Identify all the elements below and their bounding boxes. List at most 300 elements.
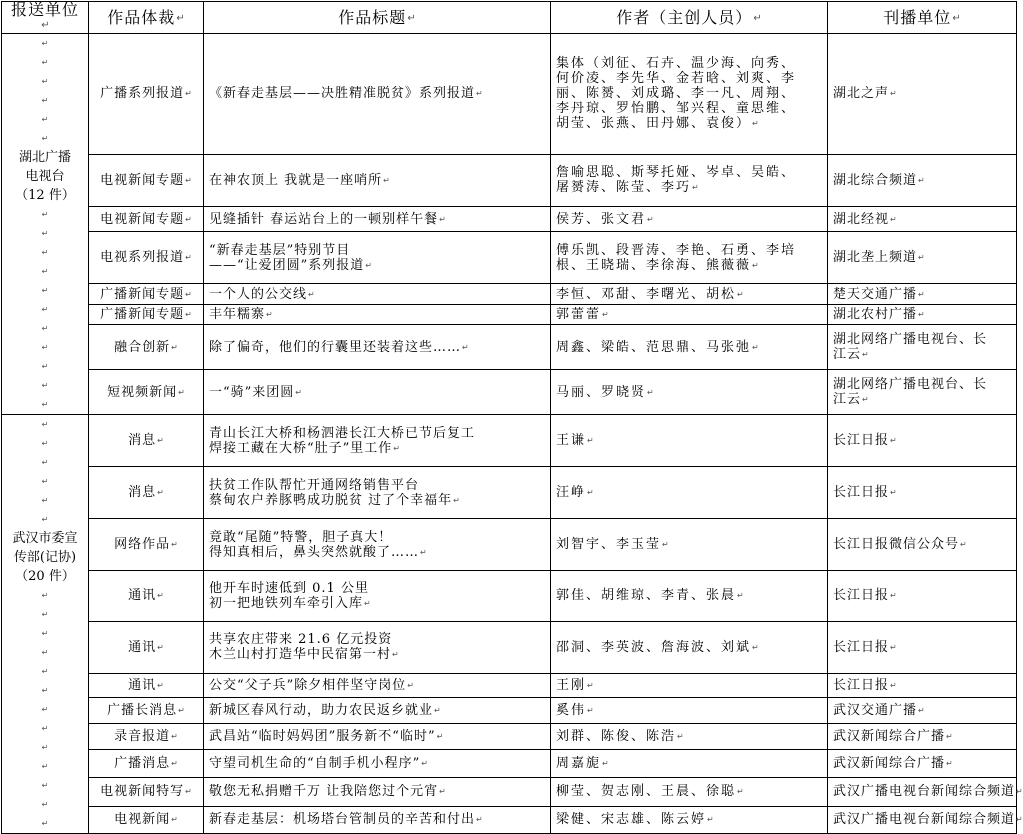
paragraph-mark: ↵	[752, 119, 759, 129]
paragraph-mark: ↵	[890, 89, 897, 99]
title-line: 木兰山村打造华中民宿第一村↵	[209, 647, 399, 663]
genre-text: 消息	[128, 433, 157, 449]
paragraph-mark: ↵	[185, 787, 192, 797]
outlet-cell	[828, 154, 1017, 206]
author-line: 詹喻思聪、斯琴托娅、岑卓、吴皓、	[556, 165, 797, 181]
paragraph-mark: ↵	[476, 89, 483, 99]
paragraph-mark: ↵	[171, 759, 178, 769]
authors-cell	[551, 724, 828, 750]
paragraph-mark: ↵	[587, 436, 594, 446]
title-line: 他开车时速低到 0.1 公里	[209, 580, 369, 596]
authors-cell	[551, 519, 828, 571]
authors-cell	[551, 34, 828, 155]
paragraph-mark: ↵	[295, 387, 302, 397]
table-row	[2, 698, 1017, 724]
title-cell	[204, 750, 551, 777]
title-line: 蔡甸农户养豚鸭成功脱贫 过了个幸福年↵	[209, 492, 460, 508]
paragraph-mark: ↵	[41, 667, 49, 676]
genre-cell	[89, 415, 204, 467]
author-line: 梁健、宋志雄、陈云婷↵	[556, 812, 714, 828]
paragraph-mark: ↵	[752, 642, 759, 652]
title-line: 一个人的公交线↵	[209, 286, 315, 302]
paragraph-mark: ↵	[439, 787, 446, 797]
outlet-cell	[828, 467, 1017, 519]
outlet-cell	[828, 232, 1017, 284]
paragraph-mark: ↵	[41, 39, 49, 48]
outlet-cell	[828, 698, 1017, 724]
table-row	[2, 34, 1017, 155]
table-row	[2, 467, 1017, 519]
paragraph-mark: ↵	[178, 387, 185, 397]
reporting-unit-name: 电视台	[25, 169, 65, 184]
outlet-cell	[828, 519, 1017, 571]
genre-text: 广播新闻专题	[100, 286, 185, 302]
authors-cell	[551, 232, 828, 284]
title-cell	[204, 370, 551, 415]
outlet-line: 湖北垄上频道↵	[833, 250, 925, 266]
title-cell	[204, 806, 551, 833]
paragraph-mark: ↵	[392, 650, 399, 660]
authors-cell	[551, 304, 828, 325]
paragraph-mark: ↵	[707, 815, 714, 825]
reporting-unit-name: 湖北广播	[18, 150, 71, 165]
title-line: 在神农顶上 我就是一座哨所↵	[209, 172, 390, 188]
paragraph-mark: ↵	[476, 815, 483, 825]
title-line: 得知真相后，鼻头突然就酸了……↵	[209, 544, 427, 560]
paragraph-mark: ↵	[587, 681, 594, 691]
paragraph-mark: ↵	[41, 724, 49, 733]
outlet-cell	[828, 750, 1017, 777]
paragraph-mark: ↵	[41, 591, 49, 600]
authors-cell	[551, 698, 828, 724]
paragraph-mark: ↵	[862, 350, 869, 360]
paragraph-mark: ↵	[171, 732, 178, 742]
title-line: 除了偏奇，他们的行囊里还装着这些……↵	[209, 339, 469, 355]
paragraph-mark: ↵	[41, 496, 49, 505]
authors-cell	[551, 750, 828, 777]
author-line: 根、王晓瑞、李徐海、熊薇薇↵	[556, 257, 759, 273]
paragraph-mark: ↵	[171, 815, 178, 825]
paragraph-mark: ↵	[890, 591, 897, 601]
title-line: 扶贫工作队帮忙开通网络销售平台	[209, 477, 420, 493]
paragraph-mark: ↵	[587, 706, 594, 716]
author-line: 集体（刘征、石卉、温少海、向秀、	[556, 56, 797, 72]
outlet-line: 长江日报↵	[833, 485, 897, 501]
author-line: 刘智宇、李玉莹↵	[556, 537, 669, 553]
title-line: 竟敢“尾随”特警，胆子真大！	[209, 529, 393, 545]
authors-cell	[551, 806, 828, 833]
paragraph-mark: ↵	[41, 305, 49, 314]
genre-text: 电视新闻	[114, 812, 171, 828]
genre-cell	[89, 206, 204, 231]
table-row	[2, 154, 1017, 206]
paragraph-mark: ↵	[185, 175, 192, 185]
outlet-line: 楚天交通广播↵	[833, 286, 925, 302]
paragraph-mark: ↵	[41, 210, 49, 219]
authors-cell	[551, 206, 828, 231]
title-cell	[204, 467, 551, 519]
title-line: 共享农庄带来 21.6 亿元投资	[209, 632, 393, 648]
outlet-cell	[828, 806, 1023, 833]
paragraph-mark: ↵	[365, 260, 372, 270]
title-line: 青山长江大桥和杨泗港长江大桥已节后复工	[209, 425, 476, 441]
paragraph-mark: ↵	[41, 134, 49, 143]
title-line: 新春走基层：机场塔台管制员的辛苦和付出↵	[209, 812, 483, 828]
genre-text: 融合创新	[114, 339, 171, 355]
outlet-cell	[828, 325, 1017, 370]
paragraph-mark: ↵	[41, 515, 49, 524]
paragraph-mark: ↵	[41, 58, 49, 67]
paragraph-mark: ↵	[41, 77, 49, 86]
paragraph-mark: ↵	[918, 253, 925, 263]
table-row	[2, 284, 1017, 305]
table-row	[2, 806, 1017, 833]
paragraph-mark: ↵	[752, 260, 759, 270]
paragraph-mark: ↵	[41, 705, 49, 714]
genre-cell	[89, 673, 204, 698]
title-cell	[204, 232, 551, 284]
author-line: 奚伟↵	[556, 703, 594, 719]
title-cell	[204, 284, 551, 305]
outlet-line: 武汉广播电视台新闻综合频道↵	[833, 784, 1023, 800]
outlet-line: 武汉新闻综合广播↵	[833, 729, 953, 745]
table-row	[2, 621, 1017, 673]
table-row	[2, 415, 1017, 467]
genre-text: 广播新闻专题	[100, 307, 185, 323]
paragraph-mark: ↵	[185, 89, 192, 99]
table-row	[2, 750, 1017, 777]
title-cell	[204, 724, 551, 750]
author-line: 王刚↵	[556, 678, 594, 694]
title-cell	[204, 571, 551, 622]
title-line: 见缝插针 春运站台上的一顿别样午餐↵	[209, 211, 446, 227]
genre-cell	[89, 304, 204, 325]
genre-text: 短视频新闻	[107, 384, 178, 400]
author-line: 何价凌、李先华、金若晗、刘爽、李	[556, 71, 797, 87]
paragraph-mark: ↵	[587, 488, 594, 498]
table-row	[2, 673, 1017, 698]
table-row	[2, 370, 1017, 415]
genre-cell	[89, 154, 204, 206]
paragraph-mark: ↵	[890, 642, 897, 652]
author-line: 胡莹、张燕、田丹娜、袁俊）↵	[556, 116, 759, 132]
outlet-line: 长江日报↵	[833, 588, 897, 604]
genre-cell	[89, 284, 204, 305]
genre-text: 广播系列报道	[100, 86, 185, 102]
genre-text: 广播长消息	[107, 703, 178, 719]
outlet-line: 湖北之声↵	[833, 86, 897, 102]
authors-cell	[551, 571, 828, 622]
title-line: “新春走基层”特别节目	[209, 242, 351, 258]
paragraph-mark: ↵	[662, 540, 669, 550]
title-line: 守望司机生命的“自制手机小程序”↵	[209, 756, 428, 772]
genre-cell	[89, 467, 204, 519]
paragraph-mark: ↵	[41, 96, 49, 105]
paragraph-mark: ↵	[647, 214, 654, 224]
reporting-unit-name: （20 件）	[15, 569, 75, 584]
outlet-line: 湖北网络广播电视台、长	[833, 377, 988, 393]
genre-text: 网络作品	[114, 537, 171, 553]
title-cell	[204, 304, 551, 325]
author-line: 丽、陈赟、刘成璐、李一凡、周翔、	[556, 86, 797, 102]
title-line: 新城区春风行动，助力农民返乡就业↵	[209, 703, 441, 719]
paragraph-mark: ↵	[890, 681, 897, 691]
genre-cell	[89, 750, 204, 777]
author-line: 李丹琼、罗怡鹏、邹兴程、童思维、	[556, 101, 797, 117]
genre-cell	[89, 571, 204, 622]
paragraph-mark: ↵	[946, 759, 953, 769]
paragraph-mark: ↵	[41, 458, 49, 467]
author-line: 李恒、邓甜、李曙光、胡松↵	[556, 286, 744, 302]
outlet-line: 湖北经视↵	[833, 211, 897, 227]
genre-cell	[89, 777, 204, 806]
paragraph-mark: ↵	[41, 477, 49, 486]
paragraph-mark: ↵	[41, 743, 49, 752]
paragraph-mark: ↵	[157, 591, 164, 601]
table-row	[2, 232, 1017, 284]
table-body	[2, 34, 1023, 834]
table-row	[2, 519, 1017, 571]
title-line: 丰年糯寨↵	[209, 307, 273, 323]
paragraph-mark: ↵	[41, 800, 49, 809]
paragraph-mark: ↵	[890, 488, 897, 498]
genre-cell	[89, 370, 204, 415]
author-line: 刘群、陈俊、陈浩↵	[556, 729, 684, 745]
authors-cell	[551, 415, 828, 467]
outlet-cell	[828, 34, 1017, 155]
title-line: 初一把地铁列车牵引入库↵	[209, 595, 371, 611]
paragraph-mark: ↵	[41, 381, 49, 390]
paragraph-mark: ↵	[918, 706, 925, 716]
genre-text: 录音报道	[114, 729, 171, 745]
paragraph-mark: ↵	[185, 214, 192, 224]
table-row	[2, 777, 1017, 806]
outlet-line: 长江日报↵	[833, 678, 897, 694]
header-title: 作品标题↵	[204, 2, 551, 34]
header-genre: 作品体裁↵	[89, 2, 204, 34]
title-cell	[204, 777, 551, 806]
paragraph-mark: ↵	[960, 540, 967, 550]
genre-text: 消息	[128, 485, 157, 501]
genre-text: 电视系列报道	[100, 250, 185, 266]
table-row	[2, 571, 1017, 622]
title-line: 《新春走基层——决胜精准脱贫》系列报道↵	[209, 86, 483, 102]
author-line: 邵洞、李英波、詹海波、刘斌↵	[556, 639, 759, 655]
title-cell	[204, 519, 551, 571]
title-line: ——“让爱团圆”系列报道↵	[209, 257, 372, 273]
paragraph-mark: ↵	[1016, 815, 1023, 825]
genre-cell	[89, 325, 204, 370]
paragraph-mark: ↵	[41, 400, 49, 409]
outlet-line: 武汉新闻综合广播↵	[833, 756, 953, 772]
title-line: 公交“父子兵”除夕相伴坚守岗位↵	[209, 678, 414, 694]
paragraph-mark: ↵	[308, 289, 315, 299]
paragraph-mark: ↵	[171, 342, 178, 352]
title-cell	[204, 154, 551, 206]
paragraph-mark: ↵	[383, 175, 390, 185]
title-cell	[204, 325, 551, 370]
genre-cell	[89, 519, 204, 571]
paragraph-mark: ↵	[407, 681, 414, 691]
outlet-cell	[828, 571, 1017, 622]
title-cell	[204, 621, 551, 673]
genre-text: 通讯	[128, 588, 157, 604]
author-line: 屠赟涛、陈莹、李巧↵	[556, 180, 699, 196]
paragraph-mark: ↵	[393, 443, 400, 453]
outlet-cell	[828, 777, 1023, 806]
outlet-line: 长江日报↵	[833, 639, 897, 655]
paragraph-mark: ↵	[41, 781, 49, 790]
outlet-cell	[828, 206, 1017, 231]
genre-cell	[89, 806, 204, 833]
outlet-cell	[828, 621, 1017, 673]
outlet-cell	[828, 370, 1017, 415]
paragraph-mark: ↵	[677, 732, 684, 742]
paragraph-mark: ↵	[602, 759, 609, 769]
genre-cell	[89, 34, 204, 155]
paragraph-mark: ↵	[157, 642, 164, 652]
outlet-line: 湖北网络广播电视台、长	[833, 332, 988, 348]
paragraph-mark: ↵	[364, 598, 371, 608]
paragraph-mark: ↵	[41, 629, 49, 638]
genre-text: 电视新闻特写	[100, 784, 185, 800]
paragraph-mark: ↵	[737, 289, 744, 299]
paragraph-mark: ↵	[890, 214, 897, 224]
paragraph-mark: ↵	[737, 591, 744, 601]
title-line: 一“骑”来团圆↵	[209, 384, 302, 400]
outlet-line: 江云↵	[833, 392, 869, 408]
genre-cell	[89, 698, 204, 724]
paragraph-mark: ↵	[185, 253, 192, 263]
outlet-line: 湖北农村广播↵	[833, 307, 925, 323]
paragraph-mark: ↵	[41, 267, 49, 276]
author-line: 郭佳、胡维琼、李青、张晨↵	[556, 588, 744, 604]
outlet-line: 江云↵	[833, 347, 869, 363]
authors-cell	[551, 325, 828, 370]
header-outlet: 刊播单位↵	[828, 2, 1017, 34]
paragraph-mark: ↵	[692, 183, 699, 193]
title-cell	[204, 415, 551, 467]
paragraph-mark: ↵	[453, 495, 460, 505]
reporting-unit-name: 传部(记协)	[13, 550, 77, 565]
paragraph-mark: ↵	[157, 436, 164, 446]
authors-cell	[551, 777, 828, 806]
header-authors: 作者（主创人员）↵	[551, 2, 828, 34]
title-cell	[204, 698, 551, 724]
paragraph-mark: ↵	[41, 248, 49, 257]
paragraph-mark: ↵	[1016, 787, 1023, 797]
author-line: 侯芳、张文君↵	[556, 211, 654, 227]
awards-table	[1, 0, 1023, 834]
paragraph-mark: ↵	[602, 310, 609, 320]
paragraph-mark: ↵	[185, 289, 192, 299]
outlet-line: 长江日报微信公众号↵	[833, 537, 967, 553]
paragraph-mark: ↵	[41, 762, 49, 771]
table-row	[2, 724, 1017, 750]
paragraph-mark: ↵	[41, 362, 49, 371]
authors-cell	[551, 673, 828, 698]
author-line: 周鑫、梁皓、范思鼎、马张弛↵	[556, 339, 759, 355]
paragraph-mark: ↵	[918, 310, 925, 320]
paragraph-mark: ↵	[185, 310, 192, 320]
paragraph-mark: ↵	[647, 387, 654, 397]
title-line: 焊接工藏在大桥“肚子”里工作↵	[209, 440, 400, 456]
author-line: 周嘉旎↵	[556, 756, 609, 772]
paragraph-mark: ↵	[890, 436, 897, 446]
outlet-line: 长江日报↵	[833, 433, 897, 449]
genre-text: 电视新闻专题	[100, 211, 185, 227]
reporting-unit-name: 武汉市委宣	[12, 531, 78, 546]
title-line: 武昌站“临时妈妈团”服务新不“临时”↵	[209, 729, 444, 745]
genre-text: 通讯	[128, 678, 157, 694]
paragraph-mark: ↵	[737, 787, 744, 797]
paragraph-mark: ↵	[421, 759, 428, 769]
paragraph-mark: ↵	[420, 547, 427, 557]
paragraph-mark: ↵	[41, 819, 49, 828]
outlet-line: 湖北综合频道↵	[833, 172, 925, 188]
title-cell	[204, 673, 551, 698]
paragraph-mark: ↵	[862, 395, 869, 405]
paragraph-mark: ↵	[41, 439, 49, 448]
paragraph-mark: ↵	[157, 681, 164, 691]
genre-cell	[89, 724, 204, 750]
title-cell	[204, 34, 551, 155]
paragraph-mark: ↵	[439, 214, 446, 224]
author-line: 柳莹、贺志刚、王晨、徐聪↵	[556, 784, 744, 800]
author-line: 郭蕾蕾↵	[556, 307, 609, 323]
header-row	[2, 2, 1017, 34]
outlet-cell	[828, 304, 1017, 325]
paragraph-mark: ↵	[41, 229, 49, 238]
paragraph-mark: ↵	[41, 686, 49, 695]
authors-cell	[551, 154, 828, 206]
genre-text: 电视新闻专题	[100, 172, 185, 188]
header-unit: 报送单位↵	[2, 2, 89, 34]
authors-cell	[551, 467, 828, 519]
outlet-line: 武汉广播电视台新闻综合频道↵	[833, 812, 1023, 828]
genre-text: 通讯	[128, 639, 157, 655]
author-line: 王谦↵	[556, 433, 594, 449]
author-line: 马丽、罗晓贤↵	[556, 384, 654, 400]
reporting-unit-name: （12 件）	[15, 188, 75, 203]
genre-cell	[89, 232, 204, 284]
genre-text: 广播消息	[114, 756, 171, 772]
author-line: 汪峥↵	[556, 485, 594, 501]
paragraph-mark: ↵	[41, 420, 49, 429]
paragraph-mark: ↵	[171, 540, 178, 550]
reporting-unit-cell	[2, 34, 89, 415]
author-line: 傅乐凯、段晋涛、李艳、石勇、李培	[556, 242, 797, 258]
paragraph-mark: ↵	[752, 342, 759, 352]
table-row	[2, 206, 1017, 231]
outlet-cell	[828, 724, 1017, 750]
paragraph-mark: ↵	[946, 732, 953, 742]
paragraph-mark: ↵	[41, 286, 49, 295]
title-cell	[204, 206, 551, 231]
title-line: 敬您无私捐赠千万 让我陪您过个元宵↵	[209, 784, 446, 800]
paragraph-mark: ↵	[918, 175, 925, 185]
outlet-line: 武汉交通广播↵	[833, 703, 925, 719]
table-row	[2, 325, 1017, 370]
paragraph-mark: ↵	[41, 324, 49, 333]
authors-cell	[551, 621, 828, 673]
paragraph-mark: ↵	[157, 488, 164, 498]
paragraph-mark: ↵	[462, 342, 469, 352]
outlet-cell	[828, 673, 1017, 698]
paragraph-mark: ↵	[436, 732, 444, 742]
paragraph-mark: ↵	[41, 648, 49, 657]
authors-cell	[551, 370, 828, 415]
